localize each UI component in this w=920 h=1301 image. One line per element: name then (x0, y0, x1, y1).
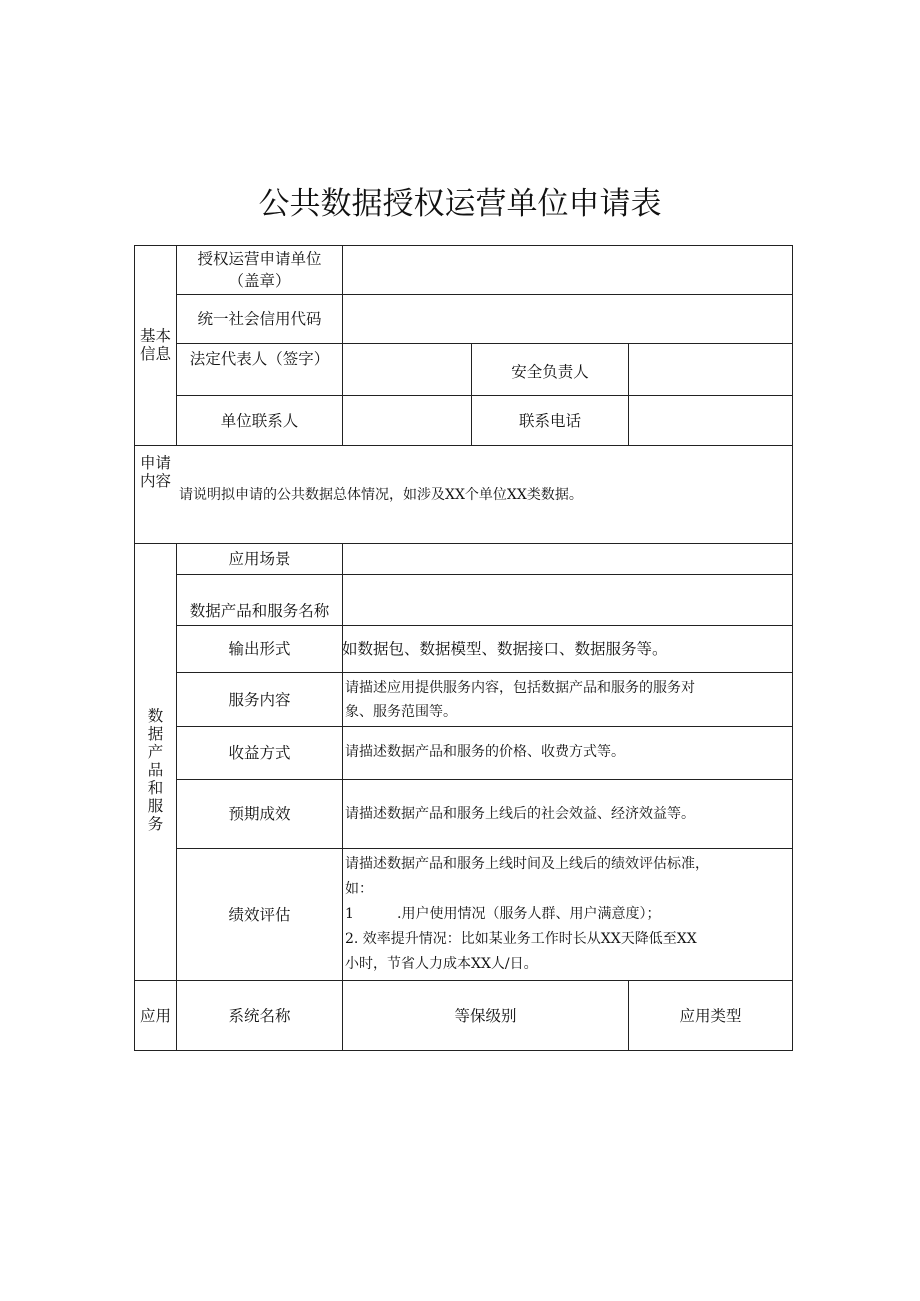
system-name-label: 系统名称 (228, 1006, 291, 1025)
scenario-label: 应用场景 (228, 550, 291, 568)
expected-value[interactable]: 请描述数据产品和服务上线后的社会效益、经济效益等。 (345, 806, 695, 822)
credit-code-label: 统一社会信用代码 (197, 310, 322, 328)
request-content[interactable]: 请说明拟申请的公共数据总体情况，如涉及XX个单位XX类数据。 (179, 487, 583, 503)
applicant-field[interactable] (343, 246, 792, 294)
section-label-line: 内容 (139, 472, 171, 490)
perf-value-line (345, 902, 660, 927)
product-name-field[interactable] (343, 575, 792, 625)
contact-field[interactable] (343, 396, 471, 445)
product-name-label: 数据产品和服务名称 (189, 602, 330, 620)
perf-value-line: 小时，节省人力成本XX人/日。 (345, 956, 538, 972)
perf-value[interactable] (343, 849, 792, 980)
contact-label: 单位联系人 (220, 411, 299, 430)
legal-rep-field[interactable] (343, 344, 471, 395)
divider (134, 445, 793, 446)
section-label-product (135, 700, 176, 840)
legal-rep-label: 法定代表人（签字） (189, 350, 330, 368)
perf-value-line: 2. 效率提升情况：比如某业务工作时长从XX天降低至XX (345, 931, 697, 947)
scenario-field[interactable] (343, 544, 792, 574)
section-label-line: 基本 (139, 327, 171, 345)
section-label-request (135, 450, 176, 494)
table-border-right (792, 245, 793, 1051)
output-label: 输出形式 (228, 640, 291, 658)
app-type-label: 应用类型 (679, 1006, 742, 1025)
service-value-line: 象、服务范围等。 (345, 703, 457, 720)
protection-level-label: 等保级别 (454, 1006, 517, 1025)
phone-label: 联系电话 (518, 411, 581, 430)
section-label-app: 应用 (139, 1006, 171, 1025)
service-value-line: 请描述应用提供服务内容，包括数据产品和服务的服务对 (345, 679, 695, 696)
perf-label: 绩效评估 (228, 905, 291, 924)
perf-item-text: .用户使用情况（服务人群、用户满意度）； (397, 906, 661, 922)
applicant-label (177, 246, 342, 294)
section-label-text: 数据产品和服务 (147, 707, 164, 833)
table-border-bottom (134, 1050, 793, 1051)
security-officer-label: 安全负责人 (511, 363, 589, 381)
perf-item-number: 1 (345, 906, 354, 922)
revenue-label: 收益方式 (228, 744, 291, 762)
revenue-value[interactable]: 请描述数据产品和服务的价格、收费方式等。 (345, 744, 625, 760)
perf-value-line: 请描述数据产品和服务上线时间及上线后的绩效评估标准， (345, 856, 709, 872)
applicant-label-line: 授权运营申请单位 (197, 250, 322, 268)
credit-code-field[interactable] (343, 295, 792, 343)
page-title: 公共数据授权运营单位申请表 (258, 186, 662, 222)
expected-label: 预期成效 (228, 805, 291, 823)
phone-field[interactable] (629, 396, 792, 445)
output-value[interactable]: 如数据包、数据模型、数据接口、数据服务等。 (342, 640, 668, 658)
service-value[interactable] (343, 673, 792, 726)
section-label-line: 信息 (139, 345, 171, 363)
perf-value-line: 如： (345, 881, 373, 897)
service-label: 服务内容 (228, 690, 291, 709)
applicant-label-line: （盖章） (228, 272, 291, 290)
security-officer-field[interactable] (629, 344, 792, 395)
section-label-basic-info (135, 300, 176, 390)
section-label-line: 申请 (139, 454, 171, 472)
